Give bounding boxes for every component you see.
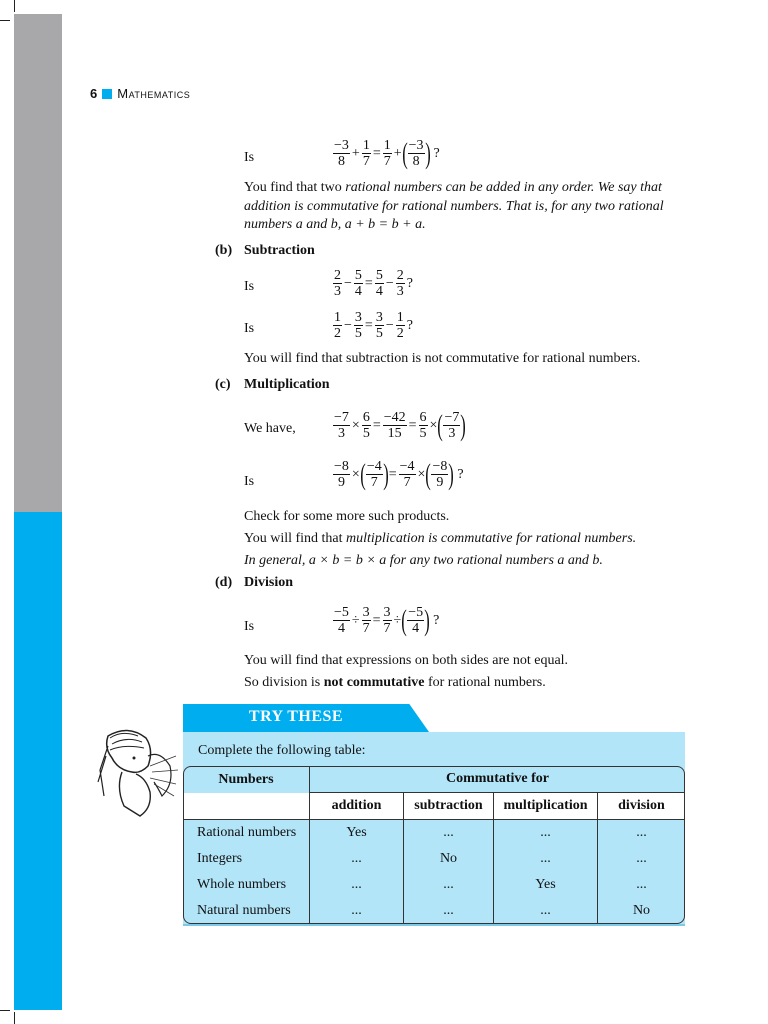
table-row: Natural numbers ... ... ... No [183,898,685,924]
child-illustration-icon [88,726,180,822]
subtraction-expression-2: $\frac{1}{2}$ − $\frac{3}{5}$ = $\frac{3}{5}$ − $\frac{1}{2}$ ? [334,310,413,341]
multiplication-expression-1: $\frac{-7}{3}$ × $\frac{6}{5}$ = $\frac{-42}{15}$ = $\frac{6}{5}$ × ( $\frac{-7}{3}$ ) [334,408,467,442]
commutativity-table [183,766,685,924]
side-bar-blue [14,512,62,1010]
try-these-underline [183,924,685,926]
col-subtraction: subtraction [404,793,494,820]
page-number: 6 [90,86,98,101]
try-these-title: TRY THESE [248,708,344,725]
products-line-1: Check for some more such products. [244,509,450,524]
crop-mark [14,0,15,12]
section-title-division: Division [244,575,294,590]
fraction: $\frac{1}{7}$ [362,138,370,169]
is-label: Is [244,150,255,165]
header-square-icon [102,89,112,99]
division-line-1: You will find that expressions on both sides are not equal. [244,653,569,668]
header-blank [183,793,310,820]
col-addition: addition [310,793,404,820]
is-label: Is [244,474,255,489]
book-title: Mathematics [117,86,191,101]
section-title-subtraction: Subtraction [244,243,315,258]
header-numbers: Numbers [183,766,310,793]
crop-mark [0,20,10,21]
side-bar-gray [14,14,62,512]
multiplication-expression-2: $\frac{-8}{9}$ × ( $\frac{-4}{7}$ ) = $\frac{-4}{7}$ × ( $\frac{-8}{9}$ ) ? [334,457,464,491]
fraction: $\frac{1}{7}$ [383,138,391,169]
section-title-multiplication: Multiplication [244,377,330,392]
section-label-b: (b) [215,243,233,258]
products-line-2: You will find that multiplication is commutative for rational numbers. [244,531,637,546]
fraction: $\frac{-3}{8}$ [334,138,349,169]
is-label: Is [244,619,255,634]
crop-mark [0,1010,10,1011]
addition-expression: $\frac{-3}{8}$ + $\frac{1}{7}$ = $\frac{1}{7}$ + ( $\frac{-3}{8}$ ) ? [334,136,440,170]
we-have-label: We have, [244,421,296,436]
subtraction-result: You will find that subtraction is not commutative for rational numbers. [244,351,641,366]
col-multiplication: multiplication [494,793,598,820]
col-division: division [598,793,685,820]
crop-mark [14,1012,15,1024]
try-instruction: Complete the following table: [198,743,366,758]
running-header [90,86,190,101]
section-label-c: (c) [215,377,231,392]
table-row: Whole numbers ... ... Yes ... [183,872,685,898]
table-row: Rational numbers Yes ... ... ... [183,820,685,846]
division-line-2: So division is not commutative for rational numbers. [244,675,546,690]
table-row: Integers ... No ... ... [183,846,685,872]
section-label-d: (d) [215,575,233,590]
fraction: $\frac{-3}{8}$ [408,138,424,169]
question-mark: ? [433,145,440,161]
is-label: Is [244,279,255,294]
products-line-3: In general, a × b = b × a for any two rational numbers a and b. [244,553,603,568]
subtraction-expression-1: $\frac{2}{3}$ − $\frac{5}{4}$ = $\frac{5}{4}$ − $\frac{2}{3}$ ? [334,268,413,299]
division-expression: $\frac{-5}{4}$ ÷ $\frac{3}{7}$ = $\frac{3}{7}$ ÷ ( $\frac{-5}{4}$ ) ? [334,603,440,637]
header-commutative-for: Commutative for [310,766,685,793]
commutative-addition-paragraph: You find that two rational numbers can be added in any order. We say that addition is commutative for rational numbers. That is, for any two rational numbers a and b, a + b = b + a. [244,180,664,232]
is-label: Is [244,321,255,336]
